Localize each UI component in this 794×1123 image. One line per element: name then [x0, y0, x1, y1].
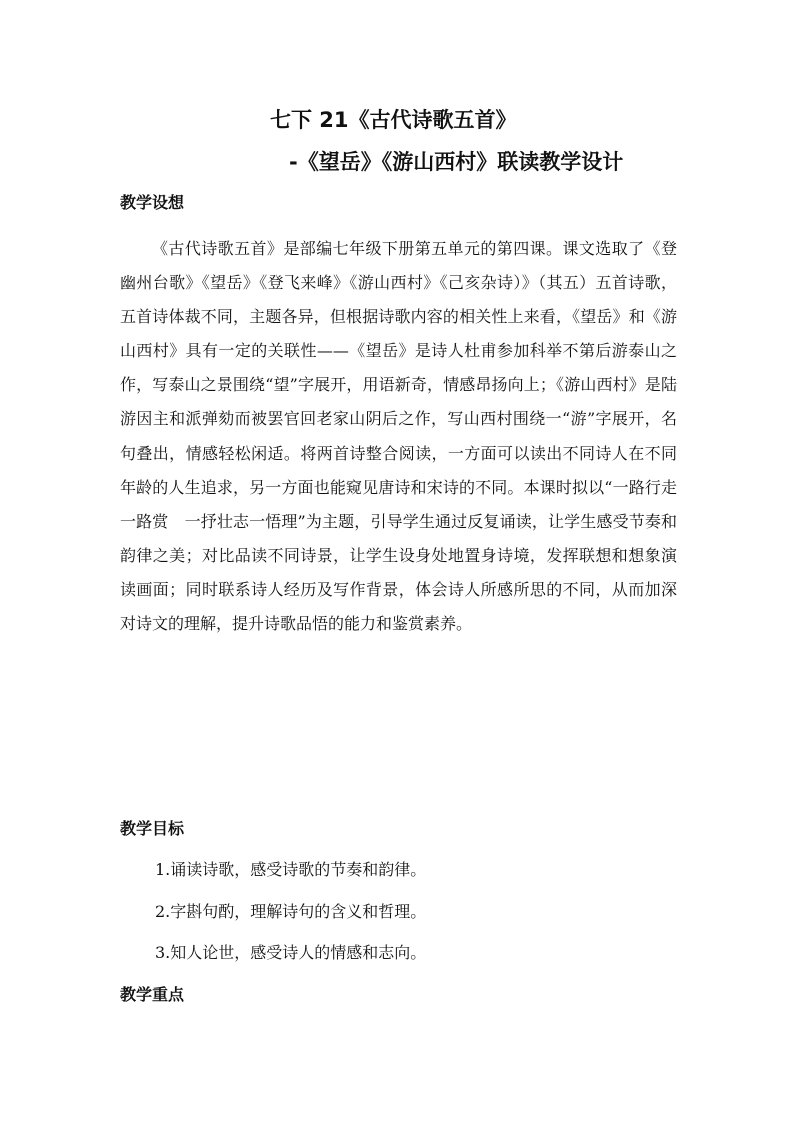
- section-heading-focus: 教学重点: [120, 985, 185, 1004]
- goal-item: 2.字斟句酌，理解诗句的含义和哲理。: [155, 902, 427, 921]
- document-title: 七下 21《古代诗歌五首》: [270, 108, 517, 132]
- section-heading-goals: 教学目标: [120, 819, 185, 838]
- section-heading-concept: 教学设想: [120, 193, 185, 212]
- concept-paragraph: 《古代诗歌五首》是部编七年级下册第五单元的第四课。课文选取了《登幽州台歌》《望岳》《登飞来峰》《游山西村》《己亥杂诗）》（其五）五首诗歌，五首诗体裁不同，主题各异，但根据诗歌内容的相关性上来看，《望岳》和《游山西村》具有一定的关联性——《望岳》是诗人杜甫参加科举不第后游泰山之作，写泰山之景围绕“望”字展开，用语新奇，情感昂扬向上；《游山西村》是陆游因主和派弹劾而被罢官回老家山阴后之作，写山西村围绕一“游”字展开，名句叠出，情感轻松闲适。将两首诗整合阅读，一方面可以读出不同诗人在不同年龄的人生追求，另一方面也能窥见唐诗和宋诗的不同。本课时拟以“一路行走一路赏 一抒壮志一悟理”为主题，引导学生通过反复诵读，让学生感受节奏和韵律之美；对比品读不同诗景，让学生设身处地置身诗境，发挥联想和想象演读画面；同时联系诗人经历及写作背景，体会诗人所感所思的不同，从而加深对诗文的理解，提升诗歌品悟的能力和鉴赏素养。: [120, 239, 677, 634]
- goal-item: 3.知人论世，感受诗人的情感和志向。: [155, 943, 427, 962]
- document-subtitle: -《望岳》《游山西村》联读教学设计: [289, 150, 624, 174]
- goal-item: 1.诵读诗歌，感受诗歌的节奏和韵律。: [155, 860, 427, 879]
